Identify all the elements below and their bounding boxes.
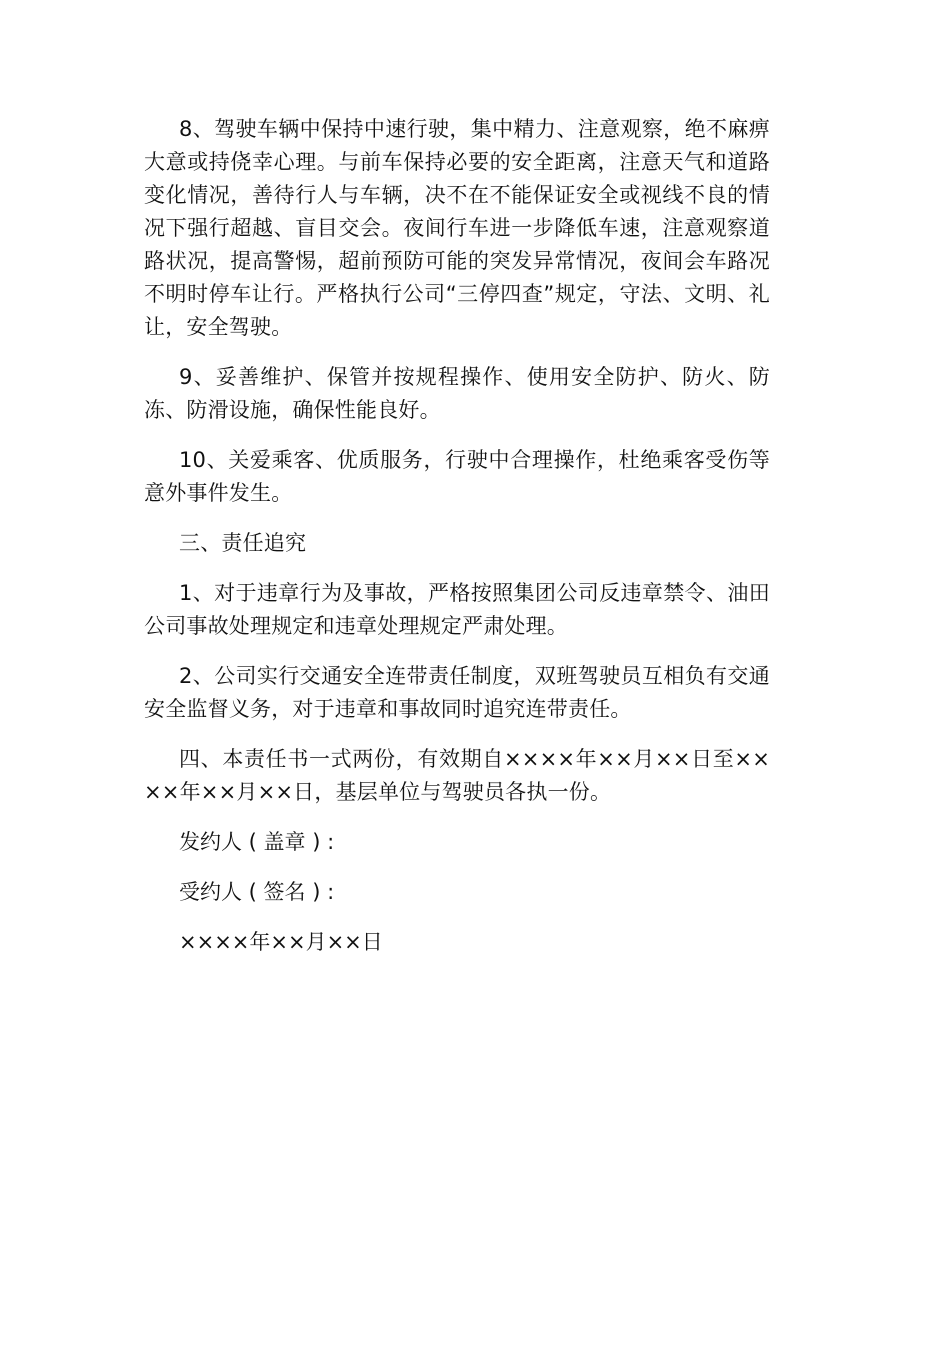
- section-heading-liability: 三、责任追究: [179, 531, 307, 555]
- liability-clause-2: 2、公司实行交通安全连带责任制度，双班驾驶员互相负有交通安全监督义务，对于违章和事故同时追究连带责任。: [144, 664, 770, 721]
- document-page: [144, 113, 770, 976]
- clause-10: 10、关爱乘客、优质服务，行驶中合理操作，杜绝乘客受伤等意外事件发生。: [144, 448, 770, 505]
- issuer-signature-line: 发约人 ( 盖章 ) :: [179, 830, 335, 854]
- signature-date: ××××年××月××日: [179, 930, 383, 954]
- clause-8: 8、驾驶车辆中保持中速行驶，集中精力、注意观察，绝不麻痹大意或持侥幸心理。与前车保持必要的安全距离，注意天气和道路变化情况，善待行人与车辆，决不在不能保证安全或视线不良的情况下强行超越、盲目交会。夜间行车进一步降低车速，注意观察道路状况，提高警惕，超前预防可能的突发异常情况，夜间会车路况不明时停车让行。严格执行公司“三停四查”规定，守法、文明、礼让，安全驾驶。: [144, 117, 770, 339]
- validity-clause: 四、本责任书一式两份，有效期自××××年××月××日至××××年××月××日，基层单位与驾驶员各执一份。: [144, 747, 770, 804]
- recipient-signature-line: 受约人 ( 签名 ) :: [179, 880, 335, 904]
- clause-9: 9、妥善维护、保管并按规程操作、使用安全防护、防火、防冻、防滑设施，确保性能良好。: [144, 365, 770, 422]
- liability-clause-1: 1、对于违章行为及事故，严格按照集团公司反违章禁令、油田公司事故处理规定和违章处理规定严肃处理。: [144, 581, 770, 638]
